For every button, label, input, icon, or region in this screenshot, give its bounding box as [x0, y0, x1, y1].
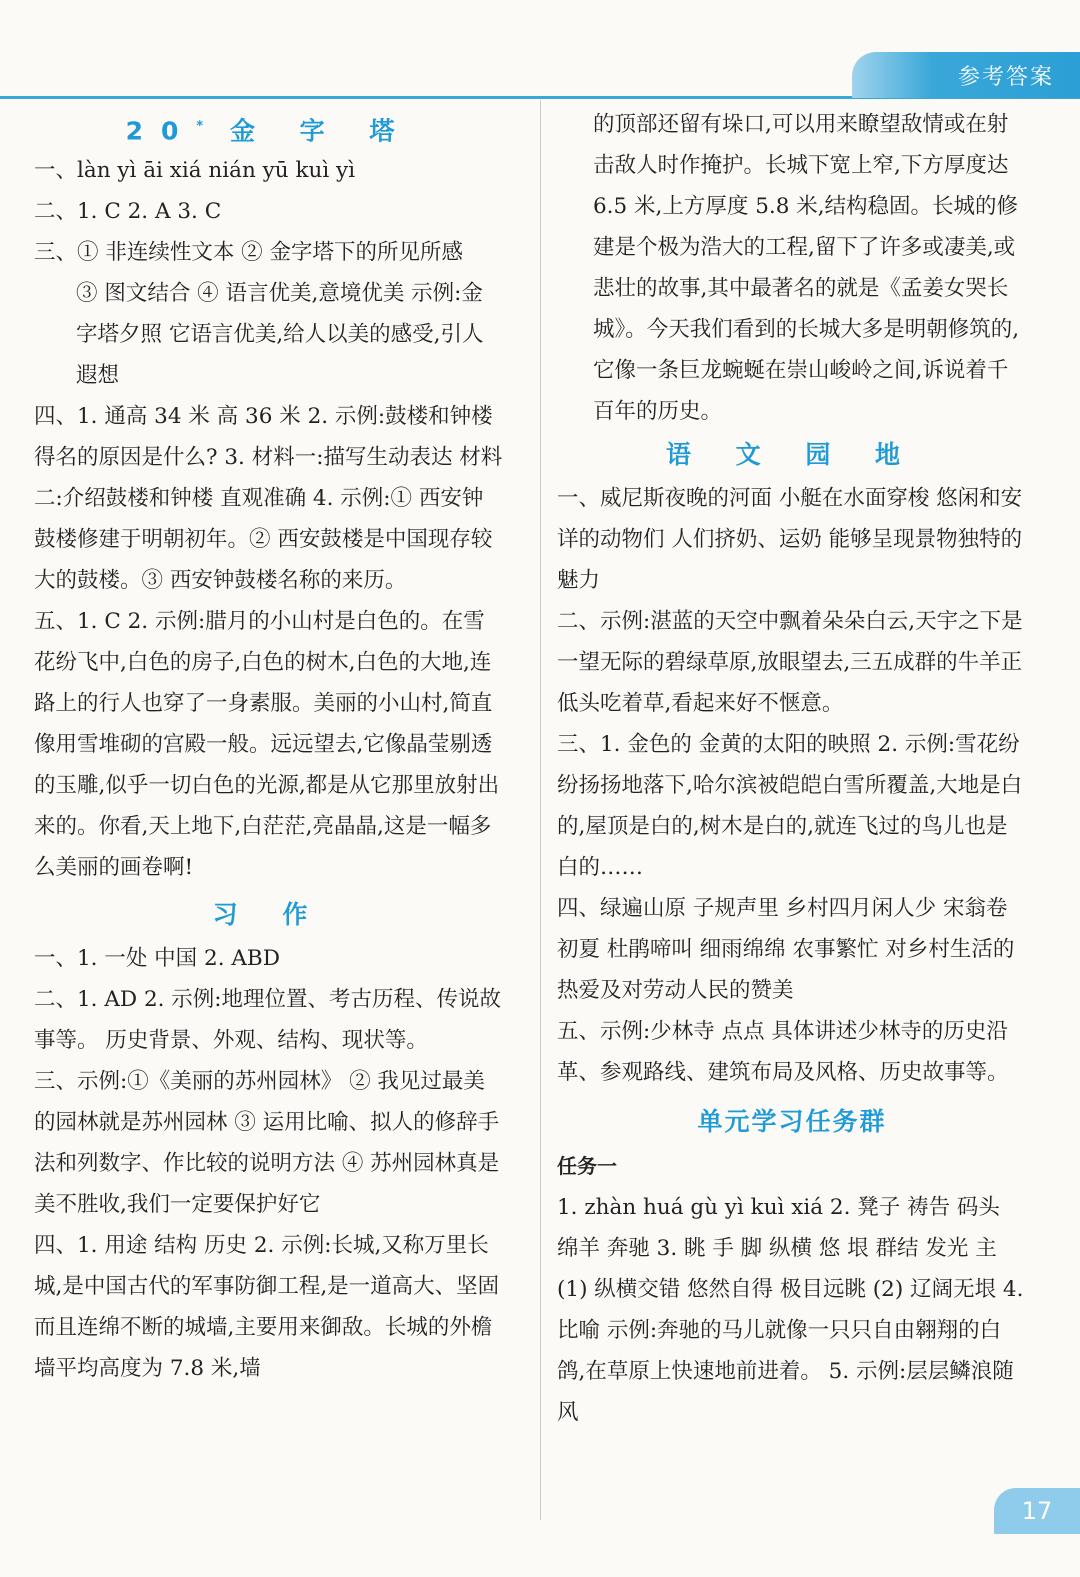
answer-item: 一、làn yì āi xiá nián yū kuì yì	[34, 158, 356, 183]
answer-item: 三、示例:①《美丽的苏州园林》 ② 我见过最美的园林就是苏州园林 ③ 运用比喻、拟人的修辞手法和列数字、作比较的说明方法 ④ 苏州园林真是美不胜收,我们一定要保护好它	[34, 1069, 500, 1217]
section-title-tasks: 单元学习任务群	[697, 1107, 887, 1136]
lesson-mark: *	[196, 119, 204, 134]
lesson-title: 金 字 塔	[229, 116, 413, 146]
header-tab: 参考答案	[852, 52, 1080, 98]
answer-item: 五、示例:少林寺 点点 具体讲述少林寺的历史沿革、参观路线、建筑布局及风格、历史故事等。	[557, 1019, 1009, 1085]
column-divider	[540, 100, 541, 1520]
lesson-number: 20	[125, 116, 197, 146]
answer-item: 三、① 非连续性文本 ② 金字塔下的所见所感	[34, 240, 464, 265]
answer-item: ③ 图文结合 ④ 语言优美,意境优美 示例:金字塔夕照 它语言优美,给人以美的感受,引人遐想	[76, 281, 484, 388]
task-label: 任务一	[557, 1154, 617, 1178]
answer-item: 二、1. C 2. A 3. C	[34, 199, 222, 224]
section-title-writing: 习 作	[212, 900, 326, 929]
answer-item: 四、1. 用途 结构 历史 2. 示例:长城,又称万里长城,是中国古代的军事防御工程,是一道高大、坚固而且连绵不断的城墙,主要用来御敌。长城的外檐墙平均高度为 7.8 米,墙	[34, 1233, 500, 1381]
right-column	[557, 104, 1027, 1433]
page-number: 17	[994, 1488, 1080, 1534]
answer-item: 五、1. C 2. 示例:腊月的小山村是白色的。在雪花纷飞中,白色的房子,白色的树木,白色的大地,连路上的行人也穿了一身素服。美丽的小山村,简直像用雪堆砌的宫殿一般。远远望去,它像晶莹剔透的玉雕,似乎一切白色的光源,都是从它那里放射出来的。你看,天上地下,白茫茫,亮晶晶,这是一幅多么美丽的画卷啊!	[34, 609, 500, 880]
section-title-garden: 语 文 园 地	[665, 440, 919, 469]
answer-item: 二、示例:湛蓝的天空中飘着朵朵白云,天宇之下是一望无际的碧绿草原,放眼望去,三五成群的牛羊正低头吃着草,看起来好不惬意。	[557, 609, 1023, 716]
answer-continuation: 的顶部还留有垛口,可以用来瞭望敌情或在射击敌人时作掩护。长城下宽上窄,下方厚度达 6.5 米,上方厚度 5.8 米,结构稳固。长城的修建是个极为浩大的工程,留下了许多或凄美,或悲壮的故事,其中最著名的就是《孟姜女哭长城》。今天我们看到的长城大多是明朝修筑的,它像一条巨龙蜿蜒在崇山峻岭之间,诉说着千百年的历史。	[593, 112, 1020, 424]
answer-item: 四、1. 通高 34 米 高 36 米 2. 示例:鼓楼和钟楼得名的原因是什么? 3. 材料一:描写生动表达 材料二:介绍鼓楼和钟楼 直观准确 4. 示例:① 西安钟鼓楼修建于明朝初年。② 西安鼓楼是中国现存较大的鼓楼。③ 西安钟鼓楼名称的来历。	[34, 404, 503, 593]
answer-item: 一、1. 一处 中国 2. ABD	[34, 946, 280, 971]
left-column	[34, 104, 504, 1389]
answer-item: 1. zhàn huá gù yì kuì xiá 2. 凳子 祷告 码头 绵羊 奔驰 3. 眺 手 脚 纵横 悠 垠 群结 发光 主 (1) 纵横交错 悠然自得 极目远眺 (2) 辽阔无垠 4. 比喻 示例:奔驰的马儿就像一只只自由翱翔的白鸽,在草原上快速地前进着。 5. 示例:层层鳞浪随风	[557, 1195, 1024, 1425]
answer-item: 一、威尼斯夜晚的河面 小艇在水面穿梭 悠闲和安详的动物们 人们挤奶、运奶 能够呈现景物独特的魅力	[557, 486, 1023, 593]
answer-item: 二、1. AD 2. 示例:地理位置、考古历程、传说故事等。 历史背景、外观、结构、现状等。	[34, 987, 502, 1053]
answer-item: 三、1. 金色的 金黄的太阳的映照 2. 示例:雪花纷纷扬扬地落下,哈尔滨被皑皑白雪所覆盖,大地是白的,屋顶是白的,树木是白的,就连飞过的鸟儿也是白的……	[557, 732, 1023, 880]
answer-item: 四、绿遍山原 子规声里 乡村四月闲人少 宋翁卷 初夏 杜鹃啼叫 细雨绵绵 农事繁忙 对乡村生活的热爱及对劳动人民的赞美	[557, 896, 1015, 1003]
section-title-pyramid	[34, 104, 504, 150]
